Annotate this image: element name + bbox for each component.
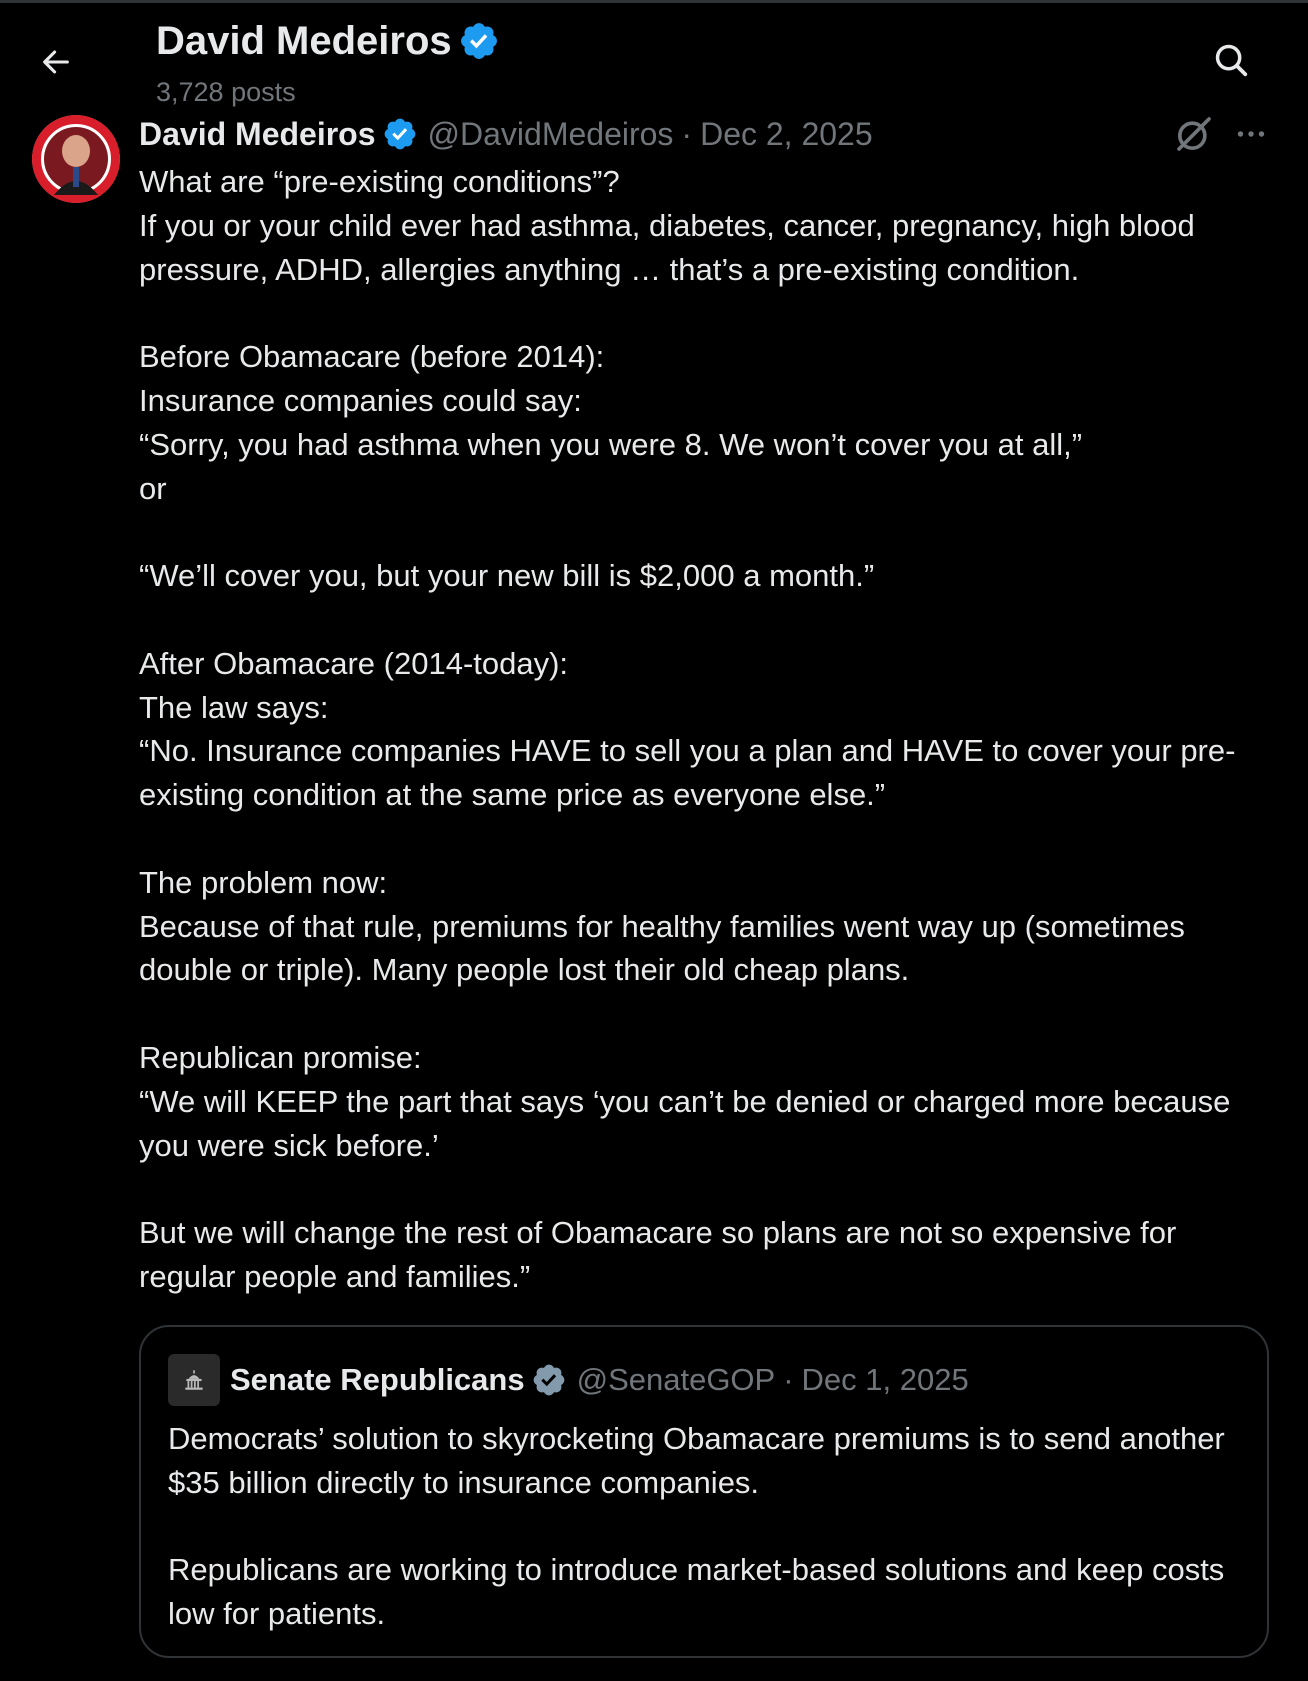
tweet-date[interactable]: Dec 2, 2025 [700,115,873,152]
more-options-button[interactable] [1228,112,1274,156]
author-avatar[interactable] [32,115,120,203]
tweet-text: What are “pre-existing conditions”? If you or your child ever had asthma, diabetes, cancer, pregnancy, high blood pressure, ADHD, allergies anything … that’s a pre-existing condition. Before Obamacare (before 2014): Insurance companies could say: “Sorry, you had asthma when you were 8. We won’t cover you at all,” or “We’ll cover you, but your new bill is $2,000 a month.” After Obamacare (2014-today): The law says: “No. Insurance companies HAVE to sell you a plan and HAVE to cover your pre-existing condition at the same price as everyone else.” The problem now: Because of that rule, premiums for healthy families went way up (sometimes double or triple). Many people lost their old cheap plans. Republican promise: “We will KEEP the part that says ‘you can’t be denied or charged more because you were sick before.’ But we will change the rest of Obamacare so plans are not so expensive for regular people and families.” [139,164,1236,1294]
quoted-tweet-text: Democrats’ solution to skyrocketing Obamacare premiums is to send another $35 billion directly to insurance companies. Republicans are working to introduce market-based solutions and keep costs low for patients. [168,1421,1225,1632]
header-title-row [156,14,500,68]
quoted-author-handle: @SenateGOP [576,1362,776,1397]
tweet-author-row [139,112,873,156]
back-button[interactable] [30,36,82,88]
grok-button[interactable] [1172,112,1216,156]
more-horizontal-icon [1233,116,1269,152]
quoted-author-name: Senate Republicans [230,1362,525,1397]
quoted-tweet-header [168,1354,969,1406]
capitol-building-icon [181,1367,207,1393]
arrow-left-icon [39,45,73,79]
meta-separator: · [783,1362,794,1397]
verified-badge-icon [382,116,418,152]
verified-badge-icon [458,20,500,62]
quoted-tweet-date: Dec 1, 2025 [801,1362,969,1397]
tweet-author-handle[interactable]: @DavidMedeiros [427,115,674,152]
posts-count: 3,728 posts [156,77,296,107]
meta-separator: · [681,115,693,152]
quoted-tweet-card[interactable] [139,1325,1269,1658]
quoted-author-avatar [168,1354,220,1406]
verified-government-badge-icon [531,1362,567,1398]
profile-header [0,0,1308,112]
tweet-author-name[interactable]: David Medeiros [139,115,376,152]
search-icon [1212,41,1250,79]
profile-name: David Medeiros [156,19,452,63]
search-button[interactable] [1205,34,1257,86]
grok-icon [1174,114,1214,154]
